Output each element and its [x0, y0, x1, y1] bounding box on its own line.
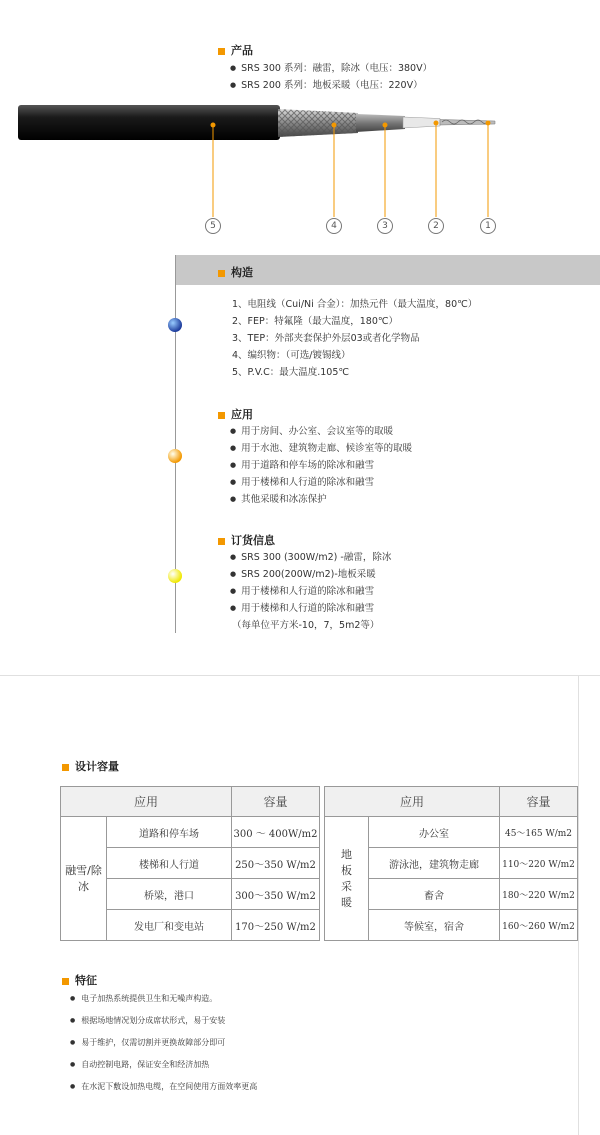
- group-snow-melting: 融雪/除冰: [61, 817, 107, 941]
- group-floor-heating: 地板采暖: [325, 817, 369, 941]
- orange-ball-icon: [168, 449, 182, 463]
- order-note: （每单位平方米-10，7，5m2等）: [232, 620, 380, 631]
- table-cell: 桥梁，港口: [107, 879, 232, 910]
- structure-item: 1、电阻线（Cui/Ni 合金）：加热元件（最大温度，80℃）: [232, 299, 478, 310]
- header-capacity: 容量: [500, 787, 578, 817]
- callout-1: 1: [480, 218, 496, 234]
- application-item: ● 用于水池、建筑物走廊、候诊室等的取暖: [230, 440, 412, 457]
- product-title: 产品: [218, 42, 432, 58]
- table-cell: 45～165 W/m2: [500, 817, 578, 848]
- table-cell: 畜舍: [369, 879, 500, 910]
- bullet-square-icon: [218, 538, 225, 545]
- callout-4: 4: [326, 218, 342, 234]
- product-item: ● SRS 200 系列：地板采暖（电压：220V）: [230, 77, 432, 94]
- feature-item: ● 电子加热系统提供卫生和无噪声构造。: [70, 988, 257, 1010]
- bullet-square-icon: [62, 764, 69, 771]
- application-item: ● 其他采暖和冰冻保护: [230, 491, 412, 508]
- cable-illustration: [0, 95, 600, 245]
- structure-list: [232, 296, 477, 381]
- capacity-title: 设计容量: [62, 758, 119, 774]
- order-item: ● 用于楼梯和人行道的除冰和融雪: [230, 583, 391, 600]
- capacity-table-left: [60, 786, 320, 941]
- structure-item: 3、TEP：外部夹套保护外层03或者化学物品: [232, 333, 420, 344]
- feature-item: ● 根据场地情况划分成席状形式，易于安装: [70, 1010, 257, 1032]
- table-cell: 办公室: [369, 817, 500, 848]
- table-cell: 楼梯和人行道: [107, 848, 232, 879]
- table-cell: 发电厂和变电站: [107, 910, 232, 941]
- table-cell: 游泳池，建筑物走廊: [369, 848, 500, 879]
- table-cell: 250～350 W/m2: [232, 848, 320, 879]
- order-title: 订货信息: [218, 532, 391, 548]
- header-capacity: 容量: [232, 787, 320, 817]
- order-item: ● SRS 200(200W/m2)-地板采暖: [230, 566, 391, 583]
- header-application: 应用: [325, 787, 500, 817]
- features-list: [70, 988, 257, 1098]
- application-item: ● 用于楼梯和人行道的除冰和融雪: [230, 474, 412, 491]
- page-divider: [0, 675, 600, 676]
- structure-title: 构造: [218, 264, 253, 280]
- table-cell: 道路和停车场: [107, 817, 232, 848]
- structure-item: 4、编织物：（可选/镀锡线）: [232, 350, 351, 361]
- capacity-table-right: [324, 786, 578, 941]
- bullet-square-icon: [218, 270, 225, 277]
- application-item: ● 用于道路和停车场的除冰和融雪: [230, 457, 412, 474]
- table-cell: 180～220 W/m2: [500, 879, 578, 910]
- bullet-square-icon: [62, 978, 69, 985]
- bullet-square-icon: [218, 48, 225, 55]
- application-section: [218, 406, 412, 508]
- table-cell: 110～220 W/m2: [500, 848, 578, 879]
- product-item: ● SRS 300 系列：融雷，除冰（电压：380V）: [230, 60, 432, 77]
- table-cell: 160～260 W/m2: [500, 910, 578, 941]
- tep-layer: [356, 114, 405, 132]
- callout-2: 2: [428, 218, 444, 234]
- yellow-ball-icon: [168, 569, 182, 583]
- table-cell: 300 ～ 400W/m2: [232, 817, 320, 848]
- blue-ball-icon: [168, 318, 182, 332]
- order-item: ● SRS 300 (300W/m2) -融雷，除冰: [230, 549, 391, 566]
- order-section: [218, 532, 391, 634]
- bullet-square-icon: [218, 412, 225, 419]
- callout-5: 5: [205, 218, 221, 234]
- feature-item: ● 在水泥下敷设加热电缆，在空间使用方面效率更高: [70, 1076, 257, 1098]
- application-item: ● 用于房间、办公室、会议室等的取暖: [230, 423, 412, 440]
- callout-3: 3: [377, 218, 393, 234]
- header-application: 应用: [61, 787, 232, 817]
- structure-item: 5、P.V.C：最大温度.105℃: [232, 367, 350, 378]
- features-title: 特征: [62, 972, 97, 988]
- application-title: 应用: [218, 406, 412, 422]
- pvc-jacket: [18, 105, 280, 140]
- table-cell: 170～250 W/m2: [232, 910, 320, 941]
- feature-item: ● 自动控制电路，保证安全和经济加热: [70, 1054, 257, 1076]
- product-section: [218, 42, 432, 94]
- table-cell: 300～350 W/m2: [232, 879, 320, 910]
- right-margin-line: [578, 675, 579, 1135]
- order-item: ● 用于楼梯和人行道的除冰和融雪: [230, 600, 391, 617]
- feature-item: ● 易于维护，仅需切割并更换故障部分即可: [70, 1032, 257, 1054]
- table-cell: 等候室，宿舍: [369, 910, 500, 941]
- structure-item: 2、FEP：特氟隆（最大温度，180℃）: [232, 316, 399, 327]
